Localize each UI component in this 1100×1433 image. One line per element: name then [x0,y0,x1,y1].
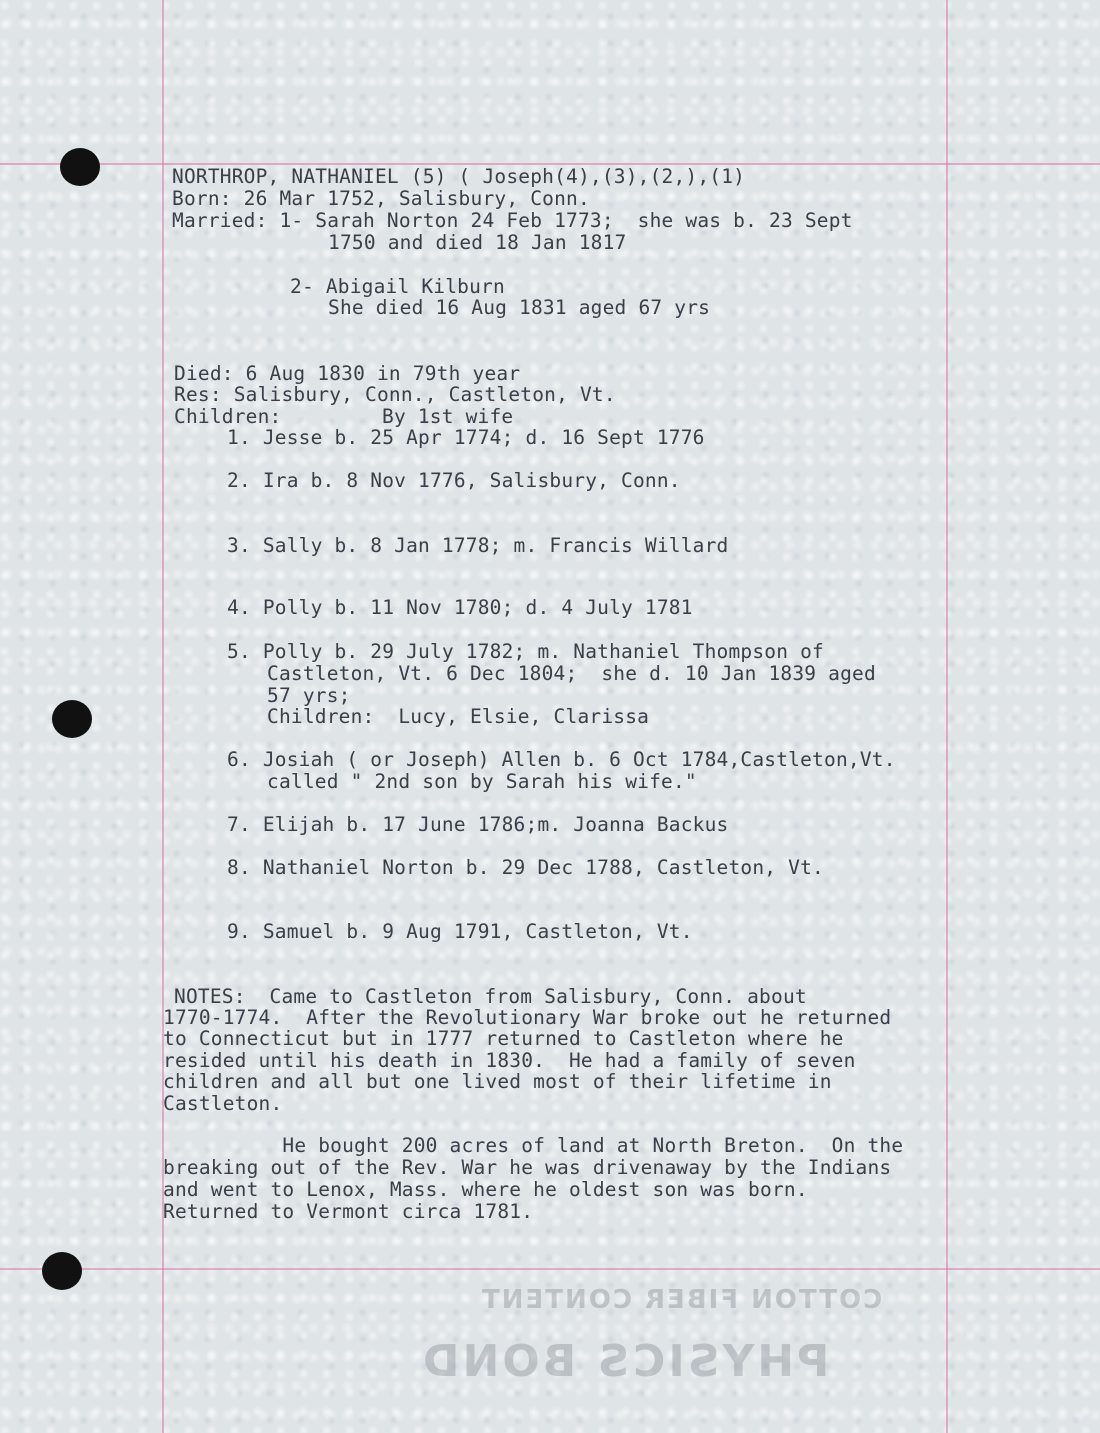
child-4: 4. Polly b. 11 Nov 1780; d. 4 July 1781 [227,596,693,619]
header-line-born: Born: 26 Mar 1752, Salisbury, Conn. [172,187,590,210]
child-7: 7. Elijah b. 17 June 1786;m. Joanna Backus [227,813,729,836]
notes-paragraph-1-line-5: children and all but one lived most of their lifetime in [163,1070,832,1093]
child-5-line-1: 5. Polly b. 29 July 1782; m. Nathaniel Thompson of [227,640,824,663]
punch-hole-top [60,148,100,186]
header-line-second-wife-death: She died 16 Aug 1831 aged 67 yrs [328,296,711,319]
child-5-line-3: 57 yrs; [267,684,351,707]
child-6-line-1: 6. Josiah ( or Joseph) Allen b. 6 Oct 1784,Castleton,Vt. [227,748,896,771]
header-line-second-wife: 2- Abigail Kilburn [290,275,505,298]
right-margin-line [946,0,948,1433]
residence-line: Res: Salisbury, Conn., Castleton, Vt. [174,383,616,406]
notes-paragraph-1-line-2: 1770-1774. After the Revolutionary War broke out he returned [163,1006,892,1029]
notes-paragraph-1-line-6: Castleton. [163,1092,283,1115]
child-2: 2. Ira b. 8 Nov 1776, Salisbury, Conn. [227,469,681,492]
punch-hole-bottom [42,1252,82,1290]
notes-paragraph-2-line-2: breaking out of the Rev. War he was drivenaway by the Indians [163,1156,892,1179]
died-line: Died: 6 Aug 1830 in 79th year [174,362,521,385]
watermark-line-2: PHYSICS BOND [420,1336,830,1387]
child-6-line-2: called " 2nd son by Sarah his wife." [267,770,697,793]
header-line-married-cont: 1750 and died 18 Jan 1817 [328,231,627,254]
notes-paragraph-2-line-3: and went to Lenox, Mass. where he oldest son was born. [163,1178,808,1201]
notes-paragraph-2-line-4: Returned to Vermont circa 1781. [163,1200,534,1223]
watermark-line-1: COTTON FIBER CONTENT [480,1285,883,1315]
child-3: 3. Sally b. 8 Jan 1778; m. Francis Willard [227,534,729,557]
notes-paragraph-1-line-4: resided until his death in 1830. He had a family of seven [163,1049,856,1072]
notes-paragraph-2-line-1: He bought 200 acres of land at North Breton. On the [163,1134,904,1157]
child-1: 1. Jesse b. 25 Apr 1774; d. 16 Sept 1776 [227,426,705,449]
by-first-wife-label: By 1st wife [382,405,514,428]
header-line-name: NORTHROP, NATHANIEL (5) ( Joseph(4),(3),(2,),(1) [172,165,746,188]
child-9: 9. Samuel b. 9 Aug 1791, Castleton, Vt. [227,920,693,943]
notes-paragraph-1-line-1: NOTES: Came to Castleton from Salisbury, Conn. about [174,985,807,1008]
children-label: Children: [174,405,282,428]
child-5-line-2: Castleton, Vt. 6 Dec 1804; she d. 10 Jan 1839 aged [267,662,876,685]
child-5-line-4: Children: Lucy, Elsie, Clarissa [267,705,650,728]
header-line-married: Married: 1- Sarah Norton 24 Feb 1773; she was b. 23 Sept [172,209,853,232]
notes-paragraph-1-line-3: to Connecticut but in 1777 returned to Castleton where he [163,1027,844,1050]
child-8: 8. Nathaniel Norton b. 29 Dec 1788, Castleton, Vt. [227,856,824,879]
punch-hole-middle [52,700,92,738]
bottom-margin-line [0,1268,1100,1270]
